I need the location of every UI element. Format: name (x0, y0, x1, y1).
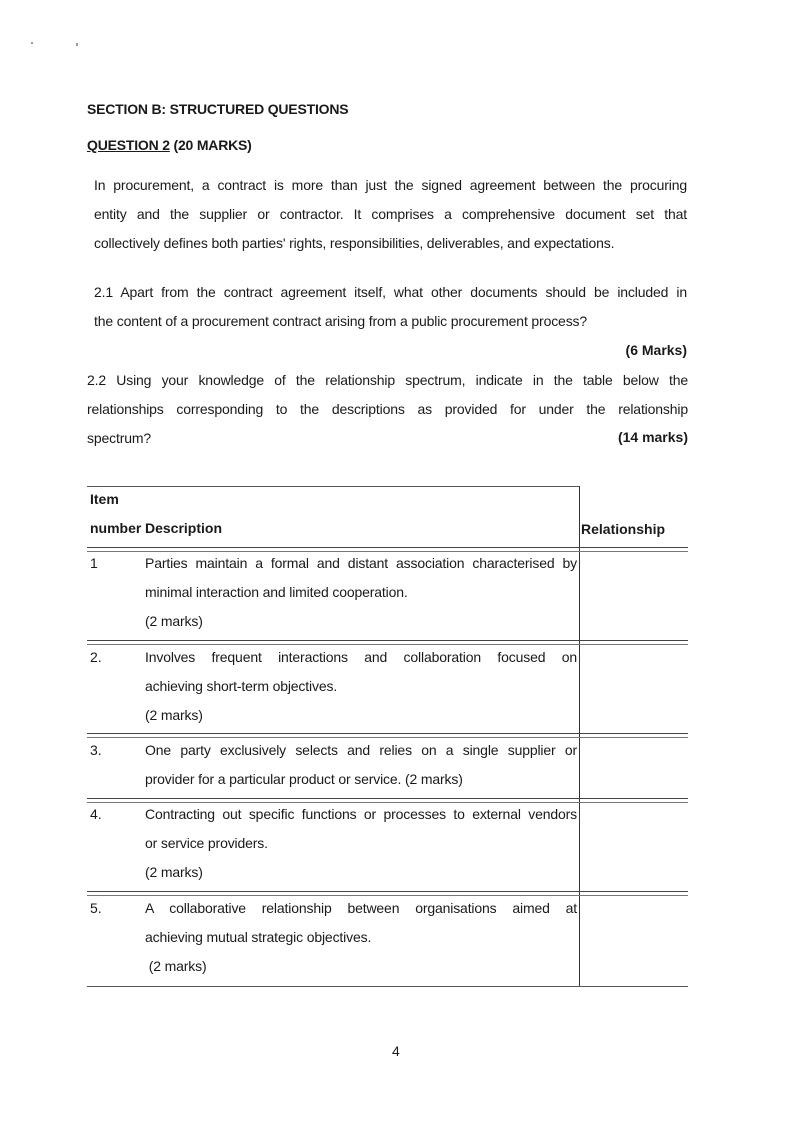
intro-line: entity and the supplier or contractor. It comprises a comprehensive document set that (94, 206, 687, 222)
q22-line: spectrum? (87, 430, 152, 446)
header-description: Description (145, 520, 223, 536)
description-line: One party exclusively selects and relies on a single supplier or (145, 742, 577, 758)
intro-paragraph (94, 171, 687, 258)
question-heading (87, 137, 252, 153)
question-label: QUESTION 2 (87, 137, 170, 153)
row-description (145, 549, 577, 636)
scan-speck (76, 43, 78, 46)
description-line: (2 marks) (145, 613, 203, 629)
question-2-1 (94, 278, 687, 336)
row-number: 2. (90, 649, 102, 665)
scan-speck (31, 42, 33, 44)
relationship-table (87, 486, 688, 991)
q22-line: relationships corresponding to the descriptions as provided for under the relationship (87, 401, 688, 417)
table-bottom-border (87, 986, 688, 987)
question-2-2 (87, 366, 688, 453)
question-marks: (20 MARKS) (173, 137, 252, 153)
q21-line: 2.1 Apart from the contract agreement itself, what other documents should be included in (94, 284, 687, 300)
row-description (145, 643, 577, 730)
description-line: minimal interaction and limited cooperation. (145, 584, 408, 600)
row-description (145, 894, 577, 981)
q22-line: 2.2 Using your knowledge of the relationship spectrum, indicate in the table below the (87, 372, 688, 388)
page-number: 4 (392, 1043, 400, 1059)
description-line: or service providers. (145, 835, 268, 851)
description-line: Involves frequent interactions and collaboration focused on (145, 649, 577, 665)
description-line: (2 marks) (145, 864, 203, 880)
table-border (87, 486, 579, 487)
q21-marks: (6 Marks) (625, 342, 687, 358)
description-line: achieving mutual strategic objectives. (145, 929, 372, 945)
description-line: (2 marks) (145, 958, 207, 974)
row-number: 3. (90, 742, 102, 758)
header-number: number (90, 520, 142, 536)
row-number: 4. (90, 806, 102, 822)
row-number: 5. (90, 900, 102, 916)
header-item: Item (90, 491, 119, 507)
description-line: (2 marks) (145, 707, 203, 723)
description-line: Parties maintain a formal and distant association characterised by (145, 555, 577, 571)
row-description (145, 800, 577, 887)
intro-line: collectively defines both parties' rights, responsibilities, deliverables, and expectations. (94, 235, 615, 251)
description-line: achieving short-term objectives. (145, 678, 338, 694)
q22-marks: (14 marks) (617, 429, 688, 445)
description-line: A collaborative relationship between organisations aimed at (145, 900, 577, 916)
row-description (145, 736, 577, 794)
q21-line: the content of a procurement contract arising from a public procurement process? (94, 313, 588, 329)
row-number: 1 (90, 555, 98, 571)
description-line: provider for a particular product or service. (2 marks) (145, 771, 463, 787)
header-relationship: Relationship (581, 521, 666, 537)
description-line: Contracting out specific functions or processes to external vendors (145, 806, 577, 822)
section-heading: SECTION B: STRUCTURED QUESTIONS (87, 101, 349, 117)
intro-line: In procurement, a contract is more than just the signed agreement between the procuring (94, 177, 687, 193)
